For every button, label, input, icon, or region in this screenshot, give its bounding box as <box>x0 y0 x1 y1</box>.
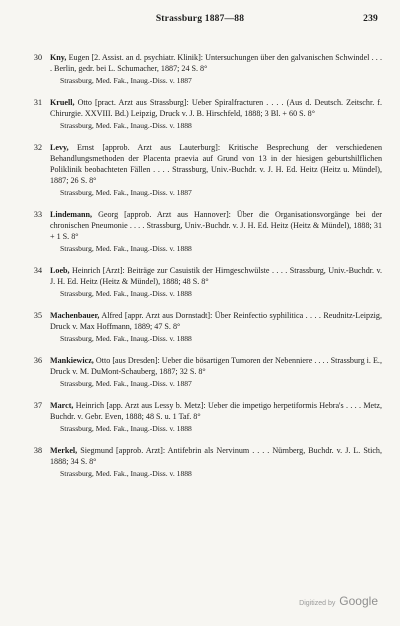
entry-text <box>50 209 382 242</box>
entry-text <box>50 142 382 186</box>
entry-number: 38 <box>33 446 42 455</box>
dissertation-note: Strassburg, Med. Fak., Inaug.-Diss. v. 1887 <box>60 188 192 197</box>
entry-body: Georg [approb. Arzt aus Hannover]: Über die Organisationsvorgänge bei der chronischen Pneumonie . . . . Strassburg, Univ.-Buchdr. v. J. H. Ed. Heitz (Heitz & Mündel), 1888; 31 + 1 S. 8° <box>50 210 382 241</box>
dissertation-note: Strassburg, Med. Fak., Inaug.-Diss. v. 1887 <box>60 379 192 388</box>
author-name: Marct, <box>50 401 74 410</box>
entry-number: 36 <box>33 356 42 365</box>
author-name: Machenbauer, <box>50 311 100 320</box>
entry-number: 31 <box>33 98 42 107</box>
watermark-brand: Google <box>339 594 378 608</box>
author-name: Kruell, <box>50 98 75 107</box>
entry-text <box>50 265 382 287</box>
entry-body: Otto [aus Dresden]: Ueber die bösartigen Tumoren der Nebenniere . . . . Strassburg i. E., Druck v. M. DuMont-Schauberg, 1887; 32 S. 8° <box>50 356 382 376</box>
entry-body: Alfred [appr. Arzt aus Dornstadt]: Über Reinfectio syphilitica . . . . Reudnitz-Leipzig, Druck v. Max Hoffmann, 1889; 47 S. 8° <box>50 311 382 331</box>
entry-number: 35 <box>33 311 42 320</box>
entry-body: Eugen [2. Assist. an d. psychiatr. Klinik]: Untersuchungen über den galvanischen Schwindel . . . . Berlin, gedr. bei L. Schumacher, 1887; 24 S. 8° <box>50 53 382 73</box>
entry-body: Heinrich [app. Arzt aus Lessy b. Metz]: Ueber die impetigo herpetiformis Hebra's . . . . Metz, Buchdr. v. Gebr. Even, 1888; 48 S. u. 1 Taf. 8° <box>50 401 382 421</box>
bibliography-entry <box>12 52 382 86</box>
bibliography-entry <box>12 97 382 131</box>
entry-text <box>50 97 382 119</box>
entry-list <box>12 52 382 490</box>
page-number: 239 <box>363 14 378 24</box>
dissertation-note: Strassburg, Med. Fak., Inaug.-Diss. v. 1888 <box>60 244 192 253</box>
author-name: Loeb, <box>50 266 70 275</box>
dissertation-note: Strassburg, Med. Fak., Inaug.-Diss. v. 1888 <box>60 424 192 433</box>
dissertation-note: Strassburg, Med. Fak., Inaug.-Diss. v. 1887 <box>60 76 192 85</box>
bibliography-entry <box>12 265 382 299</box>
entry-body: Siegmund [approb. Arzt]: Antifebrin als Nervinum . . . . Nürnberg, Buchdr. v. J. L. Stich, 1888; 34 S. 8° <box>50 446 383 466</box>
bibliography-entry <box>12 400 382 434</box>
dissertation-note: Strassburg, Med. Fak., Inaug.-Diss. v. 1888 <box>60 334 192 343</box>
bibliography-entry <box>12 142 382 198</box>
dissertation-note: Strassburg, Med. Fak., Inaug.-Diss. v. 1888 <box>60 121 192 130</box>
dissertation-note: Strassburg, Med. Fak., Inaug.-Diss. v. 1888 <box>60 289 192 298</box>
author-name: Mankiewicz, <box>50 356 94 365</box>
entry-number: 34 <box>33 266 42 275</box>
entry-number: 37 <box>33 401 42 410</box>
entry-body: Ernst [approb. Arzt aus Lauterburg]: Kritische Besprechung der verschiedenen Behandlungsmethoden der Placenta praevia auf Grund von 13 in der hiesigen geburtshilflichen Poliklinik beobachteten Fällen . . . . Strassburg, Univ.-Buchdr. v. J. H. Ed. Heitz (Heitz u. Mündel), 1887; 26 S. 8° <box>50 143 382 185</box>
entry-number: 33 <box>33 210 42 219</box>
entry-number: 30 <box>33 53 42 62</box>
entry-text <box>50 400 382 422</box>
entry-text <box>50 355 382 377</box>
entry-text <box>50 445 382 467</box>
digitized-by-google-watermark <box>299 594 378 608</box>
page-header <box>0 14 400 28</box>
entry-text <box>50 310 382 332</box>
author-name: Lindemann, <box>50 210 93 219</box>
running-head: Strassburg 1887—88 <box>155 14 245 24</box>
bibliography-entry <box>12 310 382 344</box>
entry-text <box>50 52 382 74</box>
entry-number: 32 <box>33 143 42 152</box>
bibliography-entry <box>12 355 382 389</box>
bibliography-entry <box>12 445 382 479</box>
bibliography-entry <box>12 209 382 254</box>
author-name: Merkel, <box>50 446 78 455</box>
author-name: Kny, <box>50 53 67 62</box>
watermark-prefix: Digitized by <box>299 600 336 607</box>
dissertation-note: Strassburg, Med. Fak., Inaug.-Diss. v. 1888 <box>60 469 192 478</box>
entry-body: Heinrich [Arzt]: Beiträge zur Casuistik der Hirngeschwülste . . . . Strassburg, Univ.-Buchdr. v. J. H. Ed. Heitz (Heitz & Mündel), 1888; 48 S. 8° <box>50 266 382 286</box>
entry-body: Otto [pract. Arzt aus Strassburg]: Ueber Spiralfracturen . . . . (Aus d. Deutsch. Zeitschr. f. Chirurgie. XXVIII. Bd.) Leipzig, Druck v. J. B. Hirschfeld, 1888; 3 Bl. + 60 S. 8° <box>50 98 382 118</box>
author-name: Levy, <box>50 143 69 152</box>
